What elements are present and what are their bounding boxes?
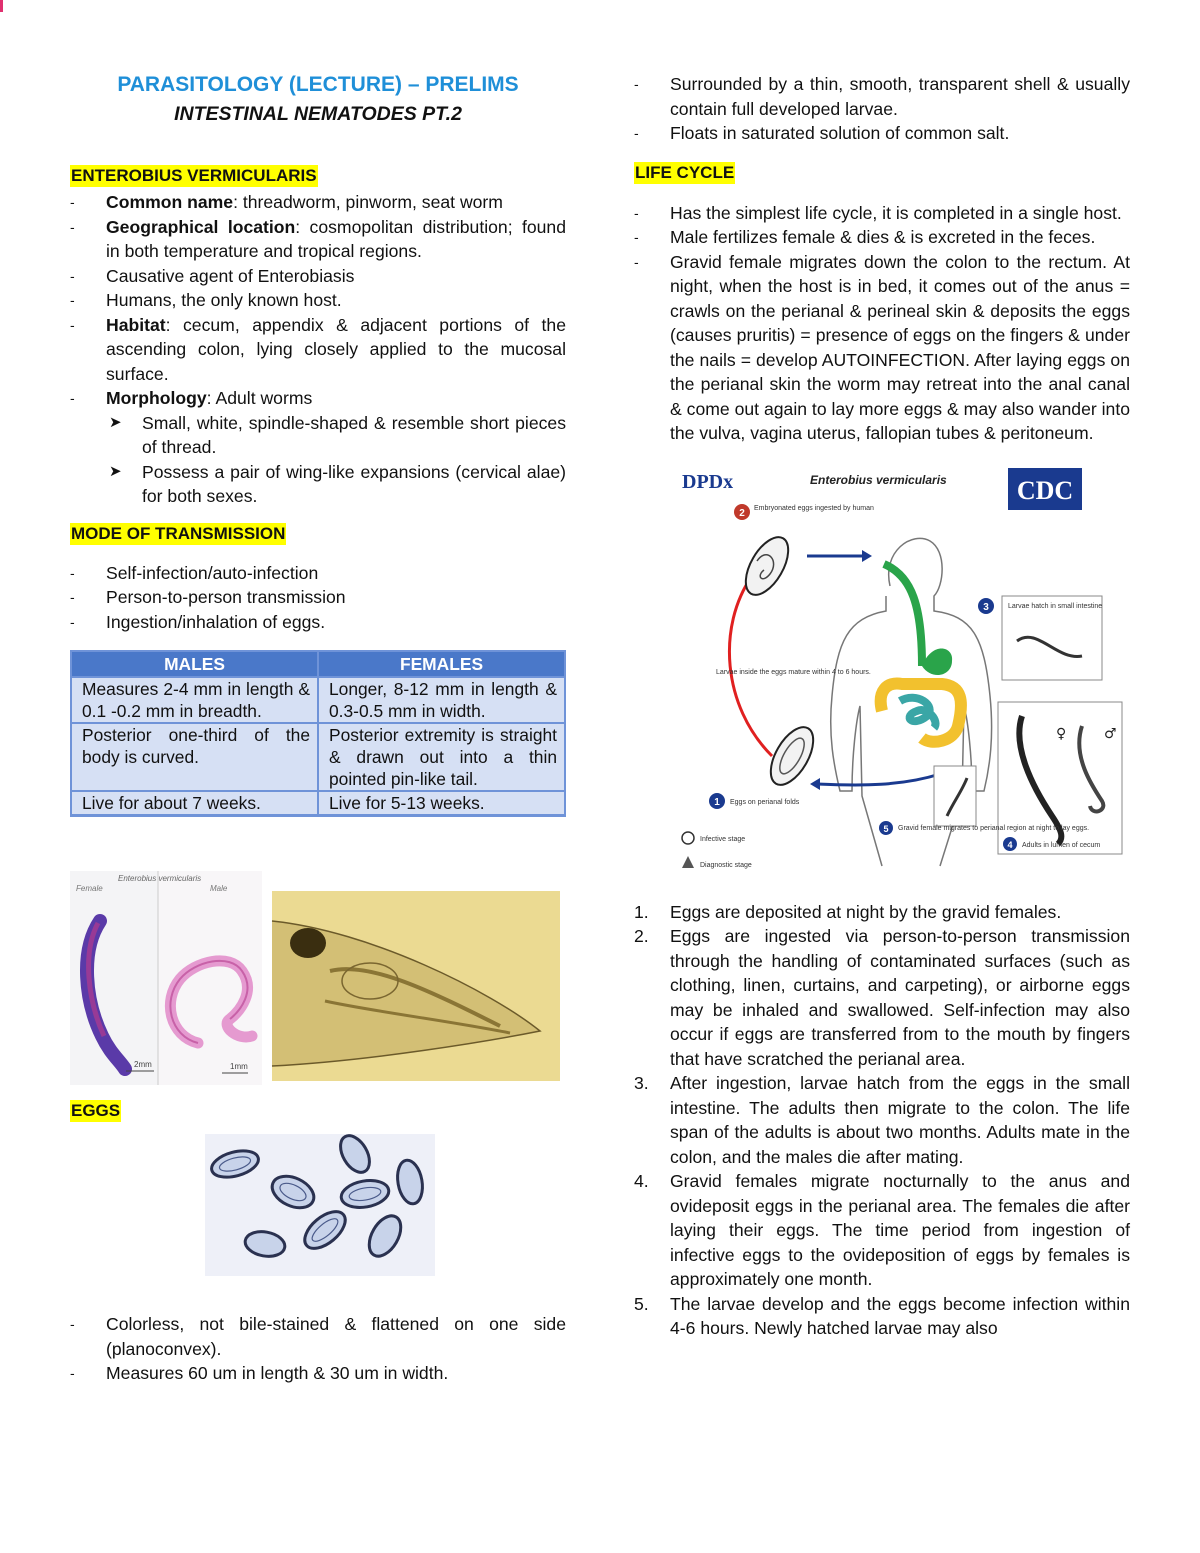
legend-diagnostic: Diagnostic stage xyxy=(700,861,752,869)
list-item: - Common name: threadworm, pinworm, seat worm xyxy=(70,190,566,215)
males-females-table xyxy=(70,650,566,817)
left-column xyxy=(70,70,566,1386)
step-3-number: 3 xyxy=(983,601,989,613)
list-item: - Geographical location: cosmopolitan distribution; found in both temperature and tropical regions. xyxy=(70,215,566,264)
list-item: 5. The larvae develop and the eggs become infection within 4-6 hours. Newly hatched larvae may also xyxy=(634,1293,1130,1338)
list-item: - Surrounded by a thin, smooth, transparent shell & usually contain full developed larvae. xyxy=(634,72,1130,121)
list-item: 1. Eggs are deposited at night by the gravid females. xyxy=(634,900,1130,925)
sublist-item: ➤ Small, white, spindle-shaped & resemble short pieces of thread. xyxy=(109,412,566,457)
list-item: - Self-infection/auto-infection xyxy=(70,561,566,586)
male-symbol: ♂ xyxy=(1104,725,1117,742)
step-1-number: 1 xyxy=(714,796,720,808)
list-item: - Causative agent of Enterobiasis xyxy=(70,264,566,289)
list-item: - Measures 60 um in length & 30 um in width. xyxy=(70,1361,566,1386)
life-cycle-diagram xyxy=(672,466,1142,876)
male-label: Male xyxy=(210,884,228,893)
label-5: Gravid female migrates to perianal region at night to lay eggs. xyxy=(898,824,1090,832)
table-row xyxy=(71,791,565,816)
arrow-bullet-icon: ➤ xyxy=(109,462,122,480)
eggs-photo xyxy=(205,1134,435,1276)
life-cycle-heading: LIFE CYCLE xyxy=(635,162,735,182)
enterobius-list xyxy=(70,190,566,509)
table-header-females: FEMALES xyxy=(318,651,565,677)
table-row xyxy=(71,723,565,791)
list-item: 4. Gravid females migrate nocturnally to the anus and ovideposit eggs in the perianal area. The females die after laying their eggs. The time period from ingestion of infective eggs to the ovideposition of eggs by females is approximately one month. xyxy=(634,1171,1130,1289)
female-label: Female xyxy=(76,884,103,893)
list-item: - Habitat: cecum, appendix & adjacent portions of the ascending colon, lying closely applied to the mucosal surface. xyxy=(70,313,566,387)
list-item: - Male fertilizes female & dies & is excreted in the feces. xyxy=(634,225,1130,250)
table-cell: Posterior extremity is straight & drawn out into a thin pointed pin-like tail. xyxy=(318,723,565,791)
step-number: 1. xyxy=(634,901,649,922)
list-item: - Ingestion/inhalation of eggs. xyxy=(70,610,566,635)
list-item: - Gravid female migrates down the colon to the rectum. At night, when the host is in bed, it comes out of the anus = crawls on the perianal & perineal skin & deposits the eggs (causes pruritis) = presence of eggs on the fingers & under the nails = develop AUTOINFECTION. After laying eggs on the perianal skin the worm may retreat into the anal canal & come out again to lay more eggs & may also wander into the vulva, vagina uterus, fallopian tubes & peritoneum. xyxy=(634,250,1130,446)
step-number: 3. xyxy=(634,1073,649,1093)
legend-infective: Infective stage xyxy=(700,835,746,843)
list-item: 3. After ingestion, larvae hatch from the eggs in the small intestine. The adults then migrate to the colon. The life span of the adults is about two months. Adults mate in the colon, and the males die after mating. xyxy=(634,1073,1130,1167)
label-3: Larvae hatch in small intestine xyxy=(1008,602,1103,610)
list-item: - Morphology: Adult worms ➤ Small, white, spindle-shaped & resemble short pieces of thread. ➤ Possess a pair of wing-like expansions (cervical alae) for both sexes. xyxy=(70,386,566,509)
eggs-heading: EGGS xyxy=(71,1101,121,1120)
table-cell: Posterior one-third of the body is curved. xyxy=(71,723,318,791)
life-cycle-list xyxy=(634,201,1130,446)
eggs-list xyxy=(70,1312,566,1386)
worm-photo-caption: Enterobius vermicularis xyxy=(118,874,202,883)
list-item: - Colorless, not bile-stained & flattened on one side (planoconvex). xyxy=(70,1312,566,1361)
table-header-males: MALES xyxy=(71,651,318,677)
corner-mark xyxy=(0,0,3,12)
step-number: 2. xyxy=(634,926,649,946)
label-1: Eggs on perianal folds xyxy=(730,798,800,806)
label-mature: Larvae inside the eggs mature within 4 to 6 hours. xyxy=(716,668,871,676)
table-cell: Live for about 7 weeks. xyxy=(71,791,318,816)
transmission-heading: MODE OF TRANSMISSION xyxy=(71,523,286,543)
list-item: - Humans, the only known host. xyxy=(70,288,566,313)
biohazard-icon xyxy=(682,832,694,844)
step-5-number: 5 xyxy=(883,823,889,834)
step-number: 4. xyxy=(634,1171,649,1191)
right-column xyxy=(634,70,1130,1341)
life-cycle-steps xyxy=(634,900,1130,1341)
table-cell: Longer, 8-12 mm in length & 0.3-0.5 mm in width. xyxy=(318,677,565,723)
step-4-number: 4 xyxy=(1007,839,1013,850)
label-2: Embryonated eggs ingested by human xyxy=(754,504,874,512)
female-symbol: ♀ xyxy=(1056,725,1067,742)
adult-worms-photo xyxy=(70,861,566,1095)
page-title: PARASITOLOGY (LECTURE) – PRELIMS xyxy=(117,73,519,96)
list-item: 2. Eggs are ingested via person-to-person transmission through the handling of contaminated surfaces (such as clothing, linen, curtains, and carpeting), or airborne eggs may be inhaled and swallowed. Self-infection may also occur if eggs are transferred from to the mouth by fingers that have scratched the perianal area. xyxy=(634,926,1130,1069)
label-4: Adults in lumen of cecum xyxy=(1022,841,1101,849)
morphology-sublist xyxy=(106,411,566,509)
cdc-logo: CDC xyxy=(1016,475,1074,505)
dpdx-logo: DPDx xyxy=(682,470,734,493)
page-subtitle: INTESTINAL NEMATODES PT.2 xyxy=(174,103,462,125)
sublist-item: ➤ Possess a pair of wing-like expansions (cervical alae) for both sexes. xyxy=(109,461,566,506)
scale-2mm: 2mm xyxy=(134,1060,152,1069)
arrow-bullet-icon: ➤ xyxy=(109,413,122,431)
list-item: - Person-to-person transmission xyxy=(70,585,566,610)
scale-1mm: 1mm xyxy=(230,1062,248,1071)
diagnostic-icon xyxy=(682,856,694,868)
worm-photos xyxy=(70,861,566,1095)
step-number: 5. xyxy=(634,1293,649,1314)
step-2-number: 2 xyxy=(739,507,745,519)
enterobius-heading: ENTEROBIUS VERMICULARIS xyxy=(71,166,317,185)
eggs-list-continued xyxy=(634,72,1130,146)
transmission-list xyxy=(70,561,566,635)
diagram-title: Enterobius vermicularis xyxy=(810,472,947,487)
list-item: - Floats in saturated solution of common salt. xyxy=(634,121,1130,146)
table-cell: Measures 2-4 mm in length & 0.1 -0.2 mm in breadth. xyxy=(71,677,318,723)
table-row xyxy=(71,677,565,723)
list-item: - Has the simplest life cycle, it is completed in a single host. xyxy=(634,201,1130,226)
table-cell: Live for 5-13 weeks. xyxy=(318,791,565,816)
